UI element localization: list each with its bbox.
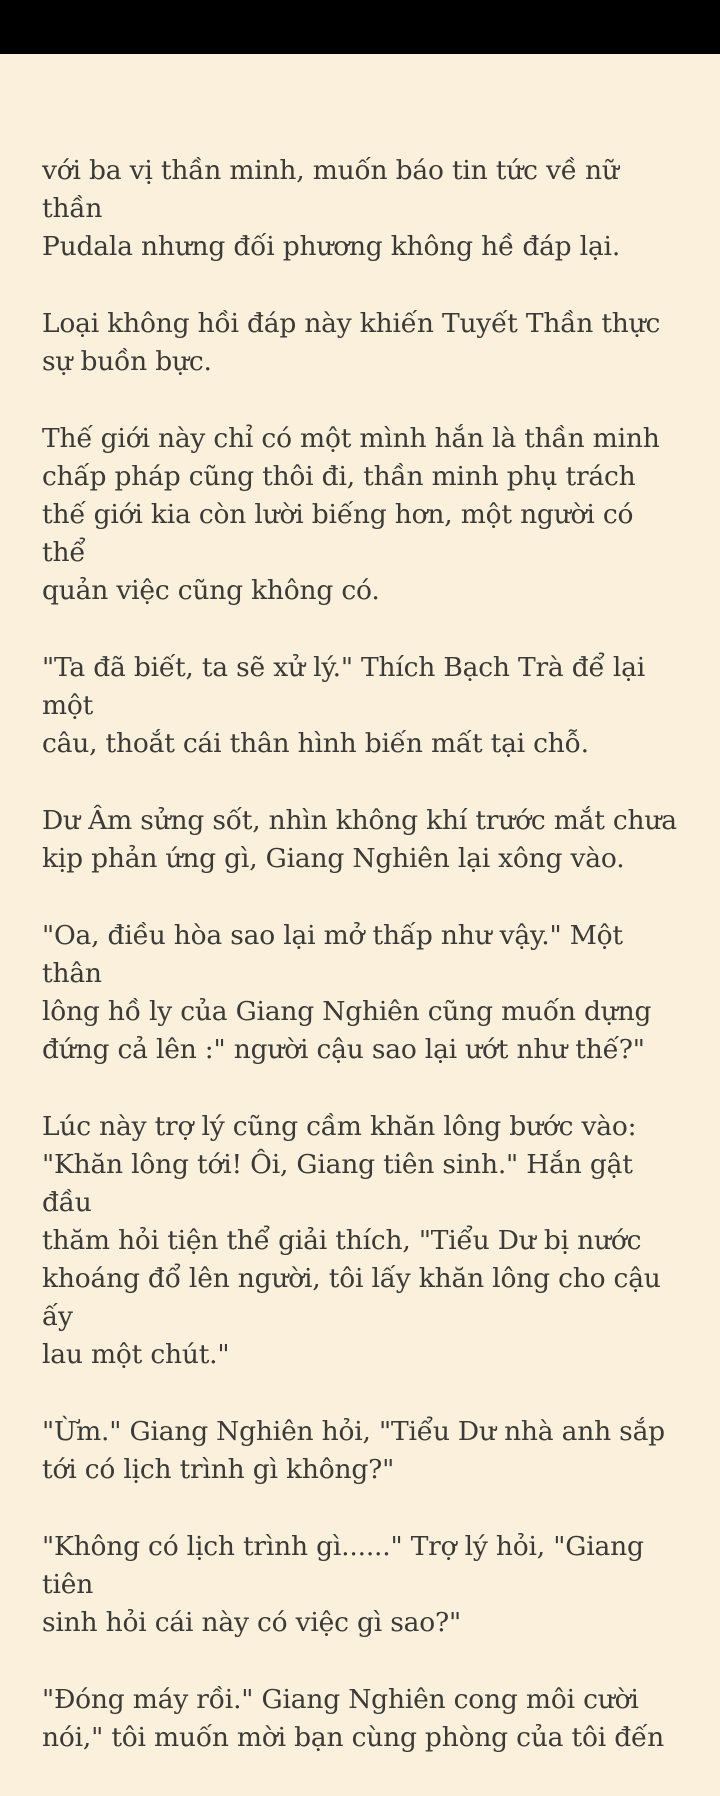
- paragraph: "Ta đã biết, ta sẽ xử lý." Thích Bạch Trà để lại một câu, thoắt cái thân hình biến mất tại chỗ.: [42, 652, 645, 759]
- paragraph: Lúc này trợ lý cũng cầm khăn lông bước vào: "Khăn lông tới! Ôi, Giang tiên sinh." Hắn gật đầu thăm hỏi tiện thể giải thích, "Tiểu Dư bị nước khoáng đổ lên người, tôi lấy khăn lông cho cậu ấy lau một chút.": [42, 1111, 661, 1370]
- paragraph: với ba vị thần minh, muốn báo tin tức về nữ thần Pudala nhưng đối phương không hề đáp lại.: [42, 155, 621, 262]
- reader-page[interactable]: [0, 54, 720, 1753]
- status-bar: [0, 0, 720, 54]
- paragraph: "Oa, điều hòa sao lại mở thấp như vậy." Một thân lông hồ ly của Giang Nghiên cũng muốn dựng đứng cả lên :" người cậu sao lại ướt như thế?": [42, 920, 652, 1065]
- paragraph: "Đóng máy rồi." Giang Nghiên cong môi cười nói," tôi muốn mời bạn cùng phòng của tôi đến: [42, 1684, 664, 1753]
- paragraph: Dư Âm sửng sốt, nhìn không khí trước mắt chưa kịp phản ứng gì, Giang Nghiên lại xông vào.: [42, 805, 677, 874]
- chapter-text: [42, 152, 682, 1796]
- paragraph: "Không có lịch trình gì......" Trợ lý hỏi, "Giang tiên sinh hỏi cái này có việc gì sao?": [42, 1531, 644, 1638]
- paragraph: Thế giới này chỉ có một mình hắn là thần minh chấp pháp cũng thôi đi, thần minh phụ trách thế giới kia còn lười biếng hơn, một người có thể quản việc cũng không có.: [42, 423, 660, 606]
- paragraph: Loại không hồi đáp này khiến Tuyết Thần thực sự buồn bực.: [42, 308, 661, 377]
- paragraph: "Ừm." Giang Nghiên hỏi, "Tiểu Dư nhà anh sắp tới có lịch trình gì không?": [42, 1416, 665, 1485]
